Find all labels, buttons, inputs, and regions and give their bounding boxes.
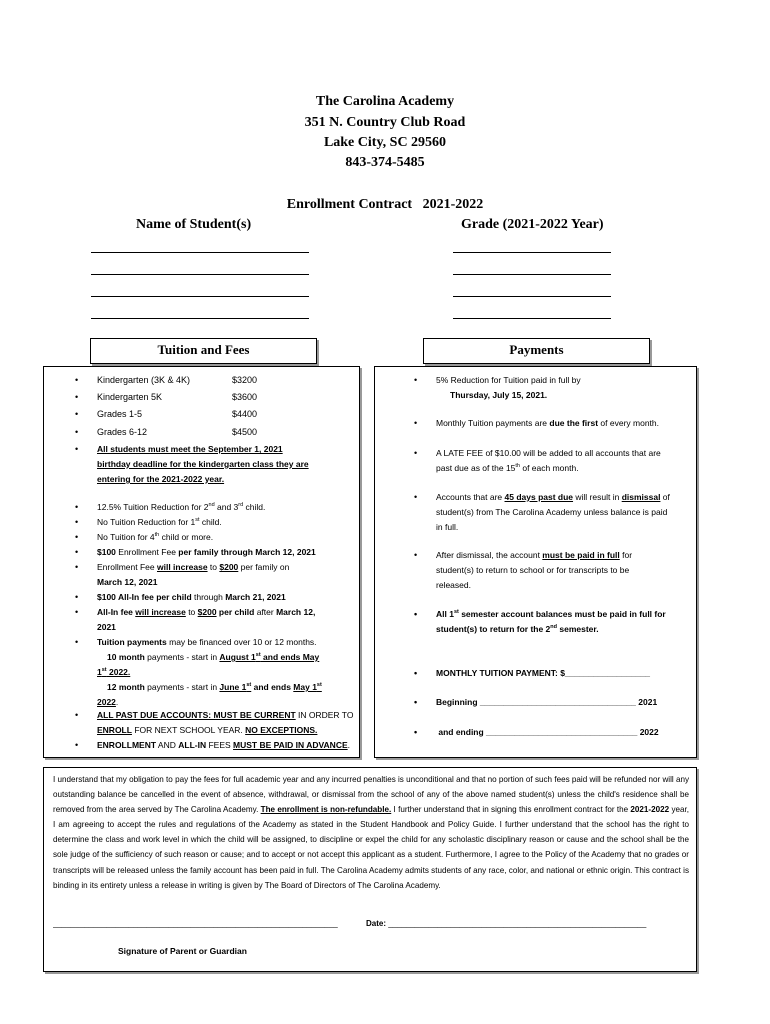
agreement-text: I understand that my obligation to pay the fees for full academic year and any incurred penalties is unconditional and that no portion of such fees paid will be refunded nor will any outstanding balance be cancelled in the event of absence, withdrawal, or dismissal from the school of any of the above named student(s) unless the child's residence shall be removed from the area served by The Carolina Academy. The enrollment is non-refundable. I further understand that in signing this enrollment contract for the 2021-2022 year, I am agreeing to accept the rules and regulations of the Academy as stated in the Student Handbook and Policy Guide. I further understand that the school has the right to determine the class and work level in which the child will be assigned, to discipline or expel the child for any scholastic disciplinary reason or cause and the school shall be the sole judge of the sufficiency of such reason or cause; and to accept or not accept this applicant as a student. Furthermore, I agree to the Policy of the Academy that no grades or transcripts will be released unless the family account has been paid in full. The Carolina Academy admits students of any race, color, and national or ethnic origin. This contract is binding in its entirety unless a release in writing is given by The Board of Directors of The Carolina Academy. <box>53 775 689 890</box>
date-field[interactable] <box>366 919 676 928</box>
date-label: Date: <box>366 919 389 928</box>
signature-line[interactable]: ________________________________________________________________ <box>53 919 338 928</box>
list-item: • Enrollment Fee will increase to $200 per family on March 12, 2021 <box>97 560 347 590</box>
list-item: • $100 Enrollment Fee per family through March 12, 2021 <box>97 545 347 560</box>
tuition-fees-title-box: Tuition and Fees <box>90 338 317 364</box>
list-item: • No Tuition for 4th child or more. <box>97 530 347 545</box>
list-item: • A LATE FEE of $10.00 will be added to all accounts that are past due as of the 15th of each month. <box>436 446 691 476</box>
list-item: • Monthly Tuition payments are due the first of every month. <box>436 416 691 431</box>
student-name-line-3[interactable] <box>91 296 309 297</box>
list-item: • Tuition payments may be financed over 10 or 12 months. 10 month payments - start in August 1st and ends May 1st 2022. 12 month payments - start in June 1st and ends May 1st 2022. <box>97 635 347 710</box>
student-name-label: Name of Student(s) <box>136 217 252 232</box>
list-item: • Kindergarten 5K $3600 <box>97 390 347 405</box>
contract-title: Enrollment Contract 2021-2022 <box>286 197 484 212</box>
grade-line-4[interactable] <box>453 318 611 319</box>
list-item: • All-In fee will increase to $200 per child after March 12, 2021 <box>97 605 347 635</box>
grade-line-3[interactable] <box>453 296 611 297</box>
list-item: • ALL PAST DUE ACCOUNTS: MUST BE CURRENT IN ORDER TO ENROLL FOR NEXT SCHOOL YEAR. NO EXCEPTIONS. <box>97 708 357 738</box>
school-phone: 843-374-5485 <box>345 155 425 170</box>
grade-line-2[interactable] <box>453 274 611 275</box>
student-name-line-1[interactable] <box>91 252 309 253</box>
student-name-line-4[interactable] <box>91 318 309 319</box>
list-item: • All 1st semester account balances must be paid in full for student(s) to return for the 2nd semester. <box>436 607 691 637</box>
student-name-line-2[interactable] <box>91 274 309 275</box>
list-item: • Grades 6-12 $4500 <box>97 425 347 440</box>
ending-date-field[interactable]: • and ending ________________________________ 2022 <box>436 725 691 740</box>
date-line[interactable]: __________________________________________________________ <box>388 919 647 928</box>
grade-line-1[interactable] <box>453 252 611 253</box>
school-name: The Carolina Academy <box>315 94 455 109</box>
list-item: • 12.5% Tuition Reduction for 2nd and 3rd child. <box>97 500 347 515</box>
list-item: • No Tuition Reduction for 1st child. <box>97 515 347 530</box>
school-city: Lake City, SC 29560 <box>323 135 447 150</box>
list-item: • 5% Reduction for Tuition paid in full by Thursday, July 15, 2021. <box>436 373 691 403</box>
school-address: 351 N. Country Club Road <box>304 115 466 130</box>
list-item: • After dismissal, the account must be paid in full for student(s) to return to school or for transcripts to be released. <box>436 548 691 593</box>
payments-title-box: Payments <box>423 338 650 364</box>
birthday-deadline: • All students must meet the September 1, 2021 birthday deadline for the kindergarten class they are entering for the 2021-2022 year. <box>97 442 347 487</box>
signature-label: Signature of Parent or Guardian <box>118 946 247 956</box>
grade-label: Grade (2021-2022 Year) <box>461 217 604 232</box>
list-item: • Kindergarten (3K & 4K) $3200 <box>97 373 347 388</box>
beginning-date-field[interactable]: • Beginning _________________________________ 2021 <box>436 695 691 710</box>
list-item: • Grades 1-5 $4400 <box>97 407 347 422</box>
list-item: • ENROLLMENT AND ALL-IN FEES MUST BE PAID IN ADVANCE. <box>97 738 357 753</box>
monthly-payment-field[interactable]: • MONTHLY TUITION PAYMENT: $__________________ <box>436 666 691 681</box>
list-item: • Accounts that are 45 days past due will result in dismissal of student(s) from The Carolina Academy unless balance is paid in full. <box>436 490 691 535</box>
list-item: • $100 All-In fee per child through March 21, 2021 <box>97 590 347 605</box>
